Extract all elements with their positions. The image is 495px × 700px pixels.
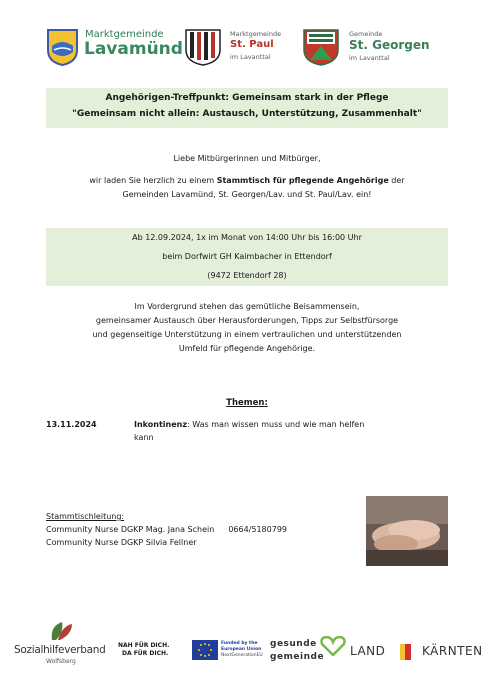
nah-line2: DA FÜR DICH. (122, 650, 169, 657)
stpaul-name: St. Paul (230, 39, 274, 50)
greeting: Liebe Mitbürgerinnen und Mitbürger, (173, 154, 321, 163)
themes-heading: Themen: (226, 398, 268, 408)
logo-nah-fuer-dich (118, 642, 190, 666)
description (46, 300, 448, 356)
description-line: gemeinsamer Austausch über Herausforderungen, Tipps zur Selbstfürsorge (95, 316, 399, 325)
logo-sozialhilfeverband (14, 620, 114, 668)
invitation-line (46, 174, 448, 188)
theme-description-cont: kann (134, 433, 154, 442)
theme-topic: Inkontinenz (134, 420, 188, 429)
header-logos (46, 28, 456, 68)
invitation-bold: Stammtisch für pflegende Angehörige (216, 176, 389, 185)
nah-line1: NAH FÜR DICH. (118, 642, 170, 649)
stpaul-sub: im Lavanttal (230, 53, 271, 61)
eu-flag-icon (192, 640, 218, 660)
eu-text (221, 641, 263, 659)
leadership-person1-row (46, 523, 366, 536)
footer-logos (14, 620, 486, 670)
page-subtitle: "Gemeinsam nicht allein: Austausch, Unterstützung, Zusammenhalt" (72, 109, 422, 119)
land-text: LAND (350, 644, 386, 658)
invitation-text (46, 152, 448, 202)
leadership-person2: Community Nurse DGKP Silvia Fellner (46, 538, 197, 547)
invitation-pre: wir laden Sie herzlich zu einem (89, 176, 217, 185)
page-title: Angehörigen-Treffpunkt: Gemeinsam stark in der Pflege (105, 93, 389, 103)
lavamuend-small: Marktgemeinde (85, 29, 164, 40)
logo-stpaul (184, 28, 300, 68)
leadership-person1: Community Nurse DGKP Mag. Jana Schein (46, 525, 215, 534)
invitation-post: der (388, 176, 405, 185)
description-line: Im Vordergrund stehen das gemütliche Beisammensein, (134, 302, 360, 311)
stgeorgen-small: Gemeinde (349, 30, 383, 38)
stgeorgen-sub: im Lavanttal (349, 54, 390, 62)
stgeorgen-name: St. Georgen (349, 38, 430, 52)
sozialhilfeverband-name: Sozialhilfeverband (14, 644, 106, 656)
theme-description: : Was man wissen muss und wie man helfen (187, 420, 365, 429)
hands-photo (366, 496, 448, 566)
event-address: (9472 Ettendorf 28) (207, 271, 287, 280)
kaernten-flag-icon (400, 644, 416, 660)
lavamuend-name: Lavamünd (84, 39, 183, 59)
eu-line1: Funded by the (221, 641, 258, 646)
leaf-icon (48, 620, 74, 642)
eu-line2: European Union (221, 647, 262, 652)
theme-text (134, 418, 434, 444)
invitation-municipalities: Gemeinden Lavamünd, St. Georgen/Lav. und St. Paul/Lav. ein! (122, 190, 372, 199)
leadership-phone[interactable]: 0664/5180799 (228, 525, 287, 534)
event-where: beim Dorfwirt GH Kaimbacher in Ettendorf (162, 252, 332, 261)
leadership-block (46, 510, 366, 549)
gesund-line2: gemeinde (270, 652, 325, 662)
leadership-heading: Stammtischleitung: (46, 512, 125, 521)
theme-date: 13.11.2024 (46, 420, 97, 429)
gesund-line1: gesunde (270, 639, 317, 649)
stpaul-crest-icon (184, 28, 222, 66)
logo-eu (192, 640, 262, 664)
event-details-box (46, 228, 448, 286)
sozialhilfeverband-sub: Wolfsberg (46, 658, 76, 665)
kaernten-text: KÄRNTEN (422, 644, 483, 658)
stgeorgen-crest-icon (302, 28, 340, 66)
event-when: Ab 12.09.2024, 1x im Monat von 14:00 Uhr bis 16:00 Uhr (132, 233, 362, 242)
lavamuend-crest-icon (46, 28, 79, 66)
eu-line3: NextGenerationEU (221, 653, 263, 658)
logo-stgeorgen (302, 28, 442, 68)
logo-gesunde-gemeinde (270, 638, 348, 668)
title-banner (46, 88, 448, 128)
stpaul-small: Marktgemeinde (230, 30, 282, 38)
logo-land-kaernten (350, 642, 490, 664)
logo-lavamuend (46, 28, 186, 68)
description-line: und gegenseitige Unterstützung in einem vertraulichen und unterstützenden (92, 330, 402, 339)
heart-icon (320, 636, 346, 656)
description-line: Umfeld für pflegende Angehörige. (178, 344, 316, 353)
